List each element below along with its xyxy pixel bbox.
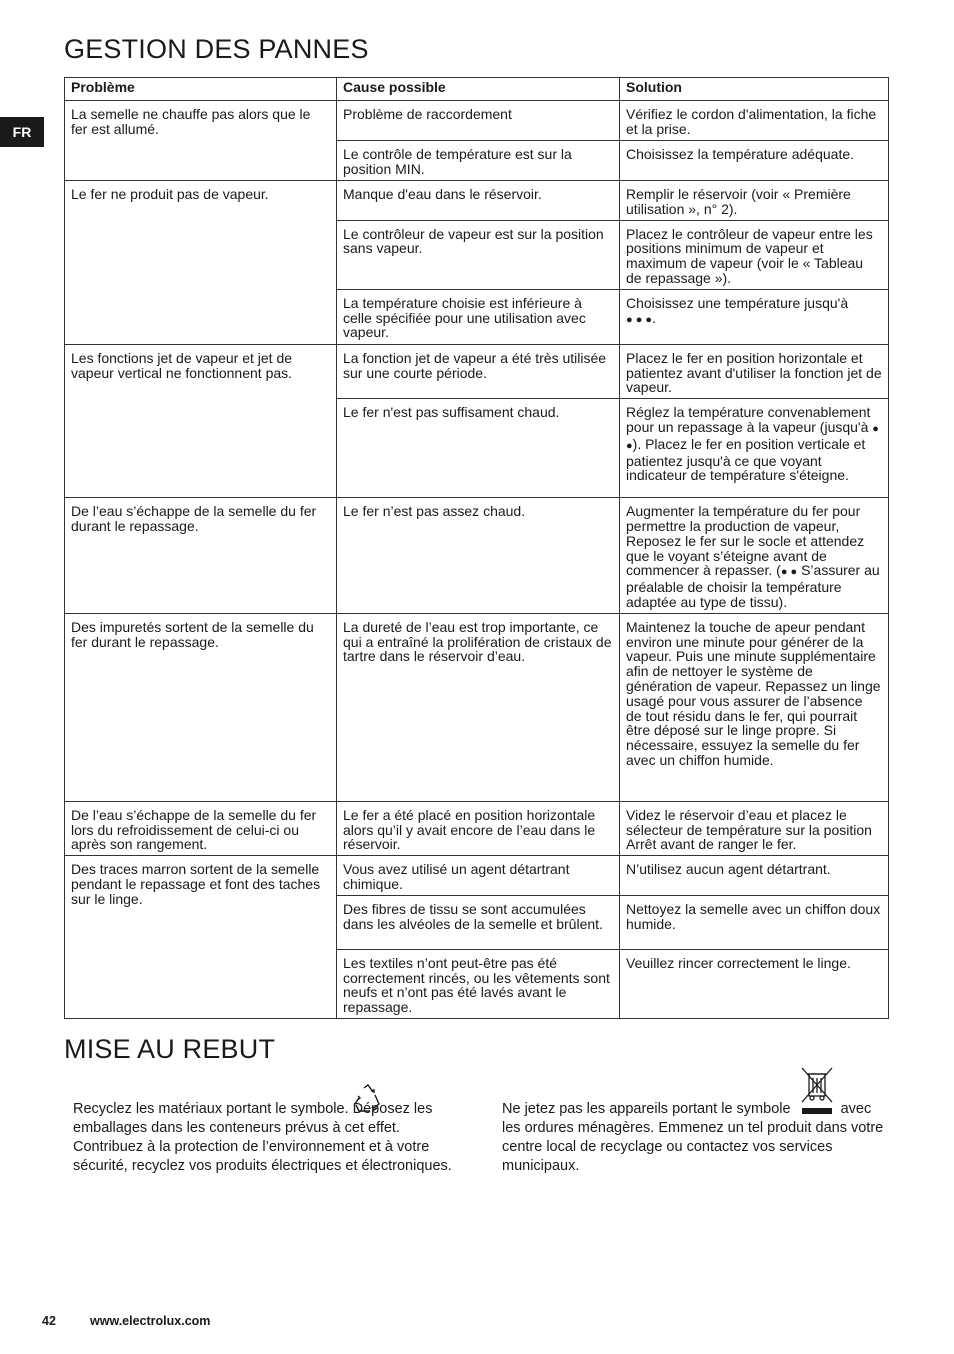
- temperature-dots-icon: ● ●: [780, 566, 798, 579]
- cause-cell: Les textiles n’ont peut-être pas été correctement rincés, ou les vêtements sont neufs et n’ont pas été lavés avant le repassage.: [337, 949, 620, 1018]
- table-row: [65, 613, 889, 801]
- cause-cell: Le contrôleur de vapeur est sur la position sans vapeur.: [337, 220, 620, 289]
- solution-cell: [620, 399, 889, 498]
- header-problem: Problème: [65, 78, 337, 101]
- weee-paragraph: [502, 1100, 887, 1176]
- problem-cell: Les fonctions jet de vapeur et jet de vapeur vertical ne fonctionnent pas.: [65, 344, 337, 497]
- temperature-dots-icon: ● ● ●: [626, 313, 653, 326]
- section-title-troubleshooting: GESTION DES PANNES: [64, 34, 369, 64]
- cause-cell: Vous avez utilisé un agent détartrant chimique.: [337, 856, 620, 896]
- cause-cell: Le fer n'est pas suffisament chaud.: [337, 399, 620, 498]
- table-header-row: [65, 78, 889, 101]
- table-row: [65, 344, 889, 398]
- solution-text: ). Placez le fer en position verticale et patientez jusqu'à ce que voyant indicateur de température s'éteigne.: [626, 435, 866, 484]
- solution-cell: [620, 498, 889, 614]
- table-row: [65, 801, 889, 855]
- cause-cell: La température choisie est inférieure à celle spécifiée pour une utilisation avec vapeur.: [337, 289, 620, 344]
- language-tab: FR: [0, 117, 44, 147]
- problem-cell: Des impuretés sortent de la semelle du fer durant le repassage.: [65, 613, 337, 801]
- solution-cell: Veuillez rincer correctement le linge.: [620, 949, 889, 1018]
- solution-cell: Videz le réservoir d’eau et placez le sélecteur de température sur la position Arrêt avant de ranger le fer.: [620, 801, 889, 855]
- page-number: 42: [42, 1314, 56, 1328]
- table-row: [65, 101, 889, 141]
- problem-cell: De l’eau s’échappe de la semelle du fer durant le repassage.: [65, 498, 337, 614]
- cause-cell: Le fer a été placé en position horizontale alors qu’il y avait encore de l’eau dans le réservoir.: [337, 801, 620, 855]
- solution-cell: [620, 289, 889, 344]
- recycle-paragraph: [73, 1100, 453, 1176]
- temperature-dots-icon: ● ●: [626, 422, 879, 452]
- solution-text: Choisissez une température jusqu'à: [626, 294, 849, 311]
- table-row: [65, 181, 889, 221]
- header-solution: Solution: [620, 78, 889, 101]
- cause-cell: Manque d'eau dans le réservoir.: [337, 181, 620, 221]
- solution-cell: Vérifiez le cordon d'alimentation, la fiche et la prise.: [620, 101, 889, 141]
- solution-text: S’assurer au préalable de choisir la température adaptée au type de tissu).: [626, 562, 880, 610]
- weee-text-rest: avec les ordures ménagères. Emmenez un tel produit dans votre centre local de recyclage ou contactez vos services municipaux.: [502, 1101, 884, 1174]
- cause-cell: La dureté de l’eau est trop importante, ce qui a entraîné la prolifération de cristaux de tartre dans le réservoir d’eau.: [337, 613, 620, 801]
- weee-text-start: Ne jetez pas les appareils portant le symbole: [502, 1101, 791, 1117]
- header-cause: Cause possible: [337, 78, 620, 101]
- cause-cell: Le contrôle de température est sur la position MIN.: [337, 141, 620, 181]
- recycle-text-start: Recyclez les matériaux portant le symbole: [73, 1101, 345, 1117]
- period-text: .: [652, 309, 656, 326]
- problem-cell: De l’eau s’échappe de la semelle du fer lors du refroidissement de celui-ci ou après son rangement.: [65, 801, 337, 855]
- solution-cell: N’utilisez aucun agent détartrant.: [620, 856, 889, 896]
- solution-text: Réglez la température convenablement pour un repassage à la vapeur (jusqu'à: [626, 404, 871, 435]
- solution-cell: Placez le contrôleur de vapeur entre les positions minimum de vapeur et maximum de vapeur (voir le « Tableau de repassage »).: [620, 220, 889, 289]
- solution-cell: Maintenez la touche de apeur pendant environ une minute pour générer de la vapeur. Puis une minute supplémentaire afin de nettoyer le système de génération de vapeur. Repassez un linge usagé pour vous assurer de l’absence de tout résidu dans le fer, qui pourrait être déposé sur le linge propre. Si nécessaire, essuyez la semelle du fer avec un chiffon humide.: [620, 613, 889, 801]
- cause-cell: La fonction jet de vapeur a été très utilisée sur une courte période.: [337, 344, 620, 398]
- solution-cell: Nettoyez la semelle avec un chiffon doux humide.: [620, 895, 889, 949]
- table-row: [65, 856, 889, 896]
- cause-cell: Des fibres de tissu se sont accumulées dans les alvéoles de la semelle et brûlent.: [337, 895, 620, 949]
- solution-cell: Placez le fer en position horizontale et patientez avant d'utiliser la fonction jet de vapeur.: [620, 344, 889, 398]
- table-row: [65, 498, 889, 614]
- recycle-text-rest: . Déposez les emballages dans les conteneurs prévus à cet effet. Contribuez à la protection de l’environnement et à votre sécurité, recyclez vos produits électriques et électroniques.: [73, 1101, 452, 1174]
- website-link[interactable]: www.electrolux.com: [90, 1314, 211, 1328]
- troubleshooting-table: [64, 77, 889, 1019]
- solution-cell: Remplir le réservoir (voir « Première utilisation », n° 2).: [620, 181, 889, 221]
- cause-cell: Problème de raccordement: [337, 101, 620, 141]
- section-title-disposal: MISE AU REBUT: [64, 1034, 276, 1064]
- problem-cell: La semelle ne chauffe pas alors que le fer est allumé.: [65, 101, 337, 181]
- problem-cell: Des traces marron sortent de la semelle pendant le repassage et font des taches sur le linge.: [65, 856, 337, 1019]
- solution-cell: Choisissez la température adéquate.: [620, 141, 889, 181]
- problem-cell: Le fer ne produit pas de vapeur.: [65, 181, 337, 345]
- cause-cell: Le fer n’est pas assez chaud.: [337, 498, 620, 614]
- solution-text: Augmenter la température du fer pour permettre la production de vapeur, Reposez le fer sur le socle et attendez que le voyant s’éteigne avant de commencer à repasser. (: [626, 503, 865, 579]
